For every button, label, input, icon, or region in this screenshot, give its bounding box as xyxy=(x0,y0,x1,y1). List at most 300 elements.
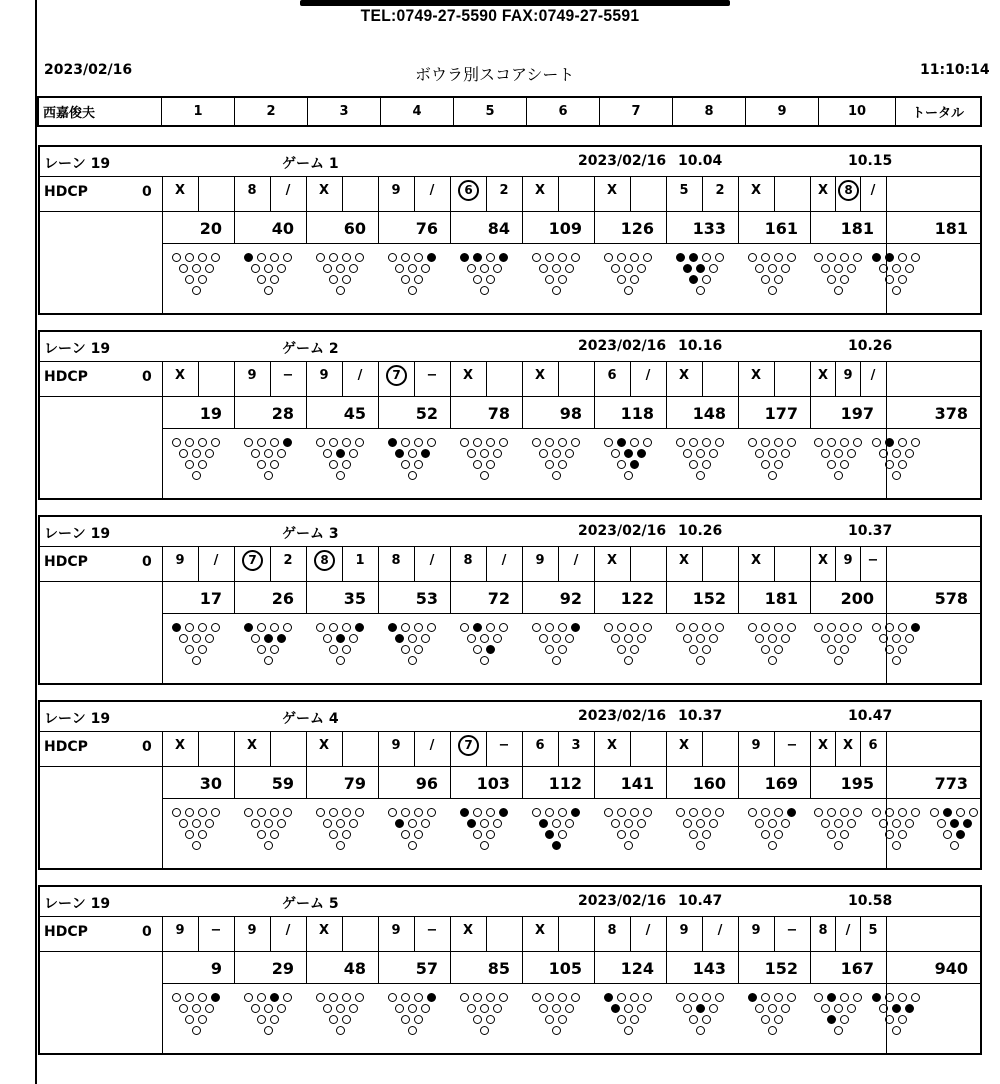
pin-9 xyxy=(558,438,567,447)
pin-1 xyxy=(696,841,705,850)
pin-6 xyxy=(847,634,856,643)
frame-header: 7 xyxy=(600,98,673,125)
pin-diagram xyxy=(172,438,224,494)
frame-header: 6 xyxy=(527,98,600,125)
frame-score: 26 xyxy=(271,589,294,608)
pin-1 xyxy=(696,1026,705,1035)
total-header: トータル xyxy=(911,106,964,121)
frame-score: 28 xyxy=(271,404,294,423)
pin-6 xyxy=(421,634,430,643)
pin-6 xyxy=(205,634,214,643)
roll-mark: 8 xyxy=(247,183,257,198)
pin-8 xyxy=(401,993,410,1002)
pin-5 xyxy=(192,449,201,458)
pin-7 xyxy=(814,253,823,262)
pin-8 xyxy=(617,253,626,262)
game-header xyxy=(40,702,980,732)
pin-diagram xyxy=(388,808,440,864)
roll-mark: 9 xyxy=(843,553,853,568)
pin-5 xyxy=(264,264,273,273)
pin-4 xyxy=(251,819,260,828)
pin-5 xyxy=(336,449,345,458)
game-block xyxy=(38,885,982,1055)
pin-4 xyxy=(467,264,476,273)
pin-3 xyxy=(270,1015,279,1024)
game-total: 181 xyxy=(934,219,968,238)
pin-10 xyxy=(911,438,920,447)
sheet-title: ボウラ別スコアシート xyxy=(415,65,575,84)
frame-score: 60 xyxy=(343,219,366,238)
pin-10 xyxy=(715,993,724,1002)
pin-10 xyxy=(499,993,508,1002)
pin-7 xyxy=(244,808,253,817)
pin-1 xyxy=(696,286,705,295)
pin-7 xyxy=(814,808,823,817)
roll-mark: 3 xyxy=(571,738,581,753)
pin-3 xyxy=(486,830,495,839)
roll-mark: − xyxy=(498,738,510,753)
pin-5 xyxy=(192,1004,201,1013)
pin-4 xyxy=(395,264,404,273)
pin-10 xyxy=(643,808,652,817)
pin-9 xyxy=(414,623,423,632)
pin-10 xyxy=(355,623,364,632)
roll-box-divider xyxy=(198,916,199,951)
pin-9 xyxy=(342,993,351,1002)
pin-diagram xyxy=(388,438,440,494)
roll-box-divider xyxy=(270,361,271,396)
pin-diagram xyxy=(460,438,512,494)
pin-3 xyxy=(486,275,495,284)
pin-1 xyxy=(768,841,777,850)
pin-7 xyxy=(172,438,181,447)
frame-header: 5 xyxy=(454,98,527,125)
game-number: ゲーム 1 xyxy=(282,156,339,172)
pin-diagram xyxy=(872,623,924,679)
frame-header: 3 xyxy=(308,98,381,125)
pin-3 xyxy=(840,645,849,654)
pin-diagram xyxy=(244,253,296,309)
pin-1 xyxy=(336,1026,345,1035)
pin-1 xyxy=(624,1026,633,1035)
roll-box-divider xyxy=(342,546,343,581)
pin-1 xyxy=(768,656,777,665)
pin-6 xyxy=(349,264,358,273)
pin-7 xyxy=(460,253,469,262)
frame-score: 20 xyxy=(199,219,222,238)
pin-10 xyxy=(283,438,292,447)
pin-10 xyxy=(499,808,508,817)
pin-4 xyxy=(821,264,830,273)
pin-5 xyxy=(892,449,901,458)
pin-4 xyxy=(467,634,476,643)
pin-9 xyxy=(702,993,711,1002)
pin-2 xyxy=(827,830,836,839)
pin-diagram xyxy=(388,993,440,1049)
pin-8 xyxy=(401,808,410,817)
roll-box-divider xyxy=(702,731,703,766)
roll-mark: 5 xyxy=(679,183,689,198)
roll-mark: X xyxy=(318,923,330,938)
pin-4 xyxy=(179,634,188,643)
game-header xyxy=(40,517,980,547)
pin-5 xyxy=(624,449,633,458)
pin-5 xyxy=(336,264,345,273)
lane-label: レーン 19 xyxy=(44,896,111,912)
pin-9 xyxy=(702,438,711,447)
pin-6 xyxy=(421,264,430,273)
pin-7 xyxy=(872,623,881,632)
roll-mark: X xyxy=(246,738,258,753)
frame-score: 78 xyxy=(487,404,510,423)
pin-5 xyxy=(768,264,777,273)
roll-mark: 9 xyxy=(175,553,185,568)
pin-diagram xyxy=(814,438,866,494)
roll-mark: / xyxy=(357,368,363,383)
pin-2 xyxy=(329,275,338,284)
pin-7 xyxy=(748,808,757,817)
roll-mark: 9 xyxy=(175,923,185,938)
pin-7 xyxy=(460,623,469,632)
pin-diagram xyxy=(388,253,440,309)
hdcp-value: 0 xyxy=(142,554,152,570)
frame-header: 9 xyxy=(746,98,819,125)
pin-7 xyxy=(244,993,253,1002)
pin-6 xyxy=(781,264,790,273)
pin-8 xyxy=(473,623,482,632)
pin-diagram xyxy=(316,993,368,1049)
pin-2 xyxy=(761,645,770,654)
lane-label: レーン 19 xyxy=(44,341,111,357)
pin-5 xyxy=(834,819,843,828)
pin-8 xyxy=(761,993,770,1002)
pin-9 xyxy=(414,438,423,447)
pin-3 xyxy=(774,460,783,469)
pin-5 xyxy=(768,634,777,643)
pin-diagram xyxy=(388,623,440,679)
roll-box-divider xyxy=(342,916,343,951)
pin-10 xyxy=(355,253,364,262)
pin-2 xyxy=(689,460,698,469)
pin-diagram xyxy=(244,808,296,864)
pin-3 xyxy=(414,1015,423,1024)
pin-5 xyxy=(892,264,901,273)
pin-6 xyxy=(637,449,646,458)
pin-9 xyxy=(898,993,907,1002)
game-date: 2023/02/16 xyxy=(578,338,667,354)
frame-score: 48 xyxy=(343,959,366,978)
pin-5 xyxy=(552,819,561,828)
pin-5 xyxy=(834,449,843,458)
frame-score: 17 xyxy=(199,589,222,608)
pin-10 xyxy=(211,623,220,632)
pin-3 xyxy=(414,645,423,654)
pin-8 xyxy=(401,438,410,447)
column-line xyxy=(162,546,163,683)
frame-score: 9 xyxy=(210,959,222,978)
frame-score: 103 xyxy=(476,774,510,793)
pin-10 xyxy=(571,993,580,1002)
pin-6 xyxy=(421,449,430,458)
pin-10 xyxy=(643,993,652,1002)
pin-3 xyxy=(956,830,965,839)
pin-5 xyxy=(768,1004,777,1013)
pin-4 xyxy=(937,819,946,828)
pin-5 xyxy=(480,449,489,458)
pin-8 xyxy=(761,808,770,817)
pin-8 xyxy=(617,808,626,817)
pin-6 xyxy=(493,1004,502,1013)
frame-score: 29 xyxy=(271,959,294,978)
pin-diagram xyxy=(872,253,924,309)
game-header xyxy=(40,332,980,362)
frame-divider xyxy=(886,916,887,1053)
pin-10 xyxy=(911,623,920,632)
pin-diagram xyxy=(316,253,368,309)
roll-mark: 6 xyxy=(868,738,878,753)
hdcp-label: HDCP xyxy=(44,184,88,200)
pin-4 xyxy=(467,1004,476,1013)
pin-2 xyxy=(545,460,554,469)
column-line xyxy=(162,731,163,868)
pin-diagram xyxy=(748,253,800,309)
pin-5 xyxy=(480,264,489,273)
roll-mark: / xyxy=(429,553,435,568)
roll-box-divider xyxy=(342,176,343,211)
pin-6 xyxy=(847,264,856,273)
pin-2 xyxy=(185,1015,194,1024)
pin-1 xyxy=(768,1026,777,1035)
pin-1 xyxy=(480,656,489,665)
pin-3 xyxy=(840,830,849,839)
pin-5 xyxy=(834,1004,843,1013)
pin-3 xyxy=(198,645,207,654)
roll-mark: X xyxy=(678,553,690,568)
pin-5 xyxy=(480,819,489,828)
pin-9 xyxy=(956,808,965,817)
pin-4 xyxy=(323,1004,332,1013)
roll-mark: X xyxy=(318,183,330,198)
column-line xyxy=(162,916,163,1053)
pin-9 xyxy=(270,993,279,1002)
pin-10 xyxy=(715,438,724,447)
roll-mark: X xyxy=(462,923,474,938)
pin-1 xyxy=(408,656,417,665)
pin-5 xyxy=(892,634,901,643)
pin-6 xyxy=(205,264,214,273)
roll-box-divider xyxy=(198,546,199,581)
pin-10 xyxy=(715,808,724,817)
pin-1 xyxy=(264,1026,273,1035)
pin-9 xyxy=(558,808,567,817)
roll-mark: − xyxy=(426,923,438,938)
roll-mark: 9 xyxy=(679,923,689,938)
roll-mark: X xyxy=(842,738,854,753)
pin-diagram xyxy=(172,253,224,309)
pin-6 xyxy=(205,1004,214,1013)
pin-diagram xyxy=(532,993,584,1049)
pin-8 xyxy=(473,438,482,447)
roll-box-divider xyxy=(558,176,559,211)
pin-10 xyxy=(853,253,862,262)
pin-10 xyxy=(427,993,436,1002)
roll-mark: / xyxy=(870,183,876,198)
pin-5 xyxy=(696,449,705,458)
pin-1 xyxy=(480,1026,489,1035)
pin-10 xyxy=(355,808,364,817)
pin-5 xyxy=(480,634,489,643)
pin-6 xyxy=(709,1004,718,1013)
pin-1 xyxy=(892,471,901,480)
pin-3 xyxy=(270,275,279,284)
pin-7 xyxy=(676,253,685,262)
pin-7 xyxy=(316,623,325,632)
pin-diagram xyxy=(316,808,368,864)
pin-4 xyxy=(323,634,332,643)
pin-8 xyxy=(473,993,482,1002)
pin-1 xyxy=(264,286,273,295)
pin-1 xyxy=(624,841,633,850)
roll-mark: 9 xyxy=(535,553,545,568)
pin-5 xyxy=(624,819,633,828)
pin-9 xyxy=(486,253,495,262)
print-date: 2023/02/16 xyxy=(44,62,133,78)
pin-8 xyxy=(761,438,770,447)
pin-3 xyxy=(702,830,711,839)
pin-2 xyxy=(257,460,266,469)
roll-box-divider xyxy=(270,731,271,766)
hdcp-value: 0 xyxy=(142,184,152,200)
pin-9 xyxy=(198,623,207,632)
game-block xyxy=(38,145,982,315)
pin-7 xyxy=(172,808,181,817)
roll-box-divider xyxy=(270,546,271,581)
pin-9 xyxy=(630,253,639,262)
pin-9 xyxy=(486,993,495,1002)
frame-score: 169 xyxy=(764,774,798,793)
pin-1 xyxy=(552,656,561,665)
pin-4 xyxy=(539,264,548,273)
pin-9 xyxy=(342,438,351,447)
pin-3 xyxy=(702,645,711,654)
pin-2 xyxy=(401,1015,410,1024)
frame-score: 160 xyxy=(692,774,726,793)
frame-score: 19 xyxy=(199,404,222,423)
pin-5 xyxy=(624,1004,633,1013)
pin-diagram xyxy=(532,623,584,679)
roll-mark: X xyxy=(534,923,546,938)
pin-2 xyxy=(401,645,410,654)
roll-box-divider xyxy=(702,546,703,581)
pin-2 xyxy=(827,275,836,284)
pin-diagram xyxy=(316,438,368,494)
pin-4 xyxy=(821,449,830,458)
pin-9 xyxy=(486,808,495,817)
roll-box-divider xyxy=(630,916,631,951)
pin-1 xyxy=(408,471,417,480)
pin-9 xyxy=(840,623,849,632)
roll-mark: 9 xyxy=(247,923,257,938)
roll-mark: 2 xyxy=(283,553,293,568)
pin-2 xyxy=(617,460,626,469)
pin-1 xyxy=(336,656,345,665)
pin-2 xyxy=(617,1015,626,1024)
pin-1 xyxy=(192,656,201,665)
pin-10 xyxy=(211,993,220,1002)
pin-7 xyxy=(872,253,881,262)
pin-diagram xyxy=(814,253,866,309)
roll-box-divider xyxy=(198,176,199,211)
roll-mark: X xyxy=(678,368,690,383)
pin-diagram xyxy=(748,623,800,679)
pin-5 xyxy=(192,819,201,828)
game-total: 378 xyxy=(934,404,968,423)
pin-10 xyxy=(427,253,436,262)
pin-5 xyxy=(834,264,843,273)
pin-6 xyxy=(709,264,718,273)
pin-diagram xyxy=(748,808,800,864)
pin-6 xyxy=(709,449,718,458)
roll-mark: X xyxy=(462,368,474,383)
pin-6 xyxy=(349,1004,358,1013)
pin-7 xyxy=(532,993,541,1002)
pin-5 xyxy=(552,449,561,458)
pin-1 xyxy=(768,471,777,480)
roll-box-divider xyxy=(702,916,703,951)
pin-5 xyxy=(408,1004,417,1013)
pin-2 xyxy=(401,460,410,469)
roll-mark: − xyxy=(282,368,294,383)
pin-9 xyxy=(840,253,849,262)
column-line xyxy=(162,361,163,498)
pin-7 xyxy=(930,808,939,817)
game-date: 2023/02/16 xyxy=(578,893,667,909)
pin-diagram xyxy=(604,253,656,309)
pin-1 xyxy=(192,1026,201,1035)
pin-1 xyxy=(624,656,633,665)
pin-diagram xyxy=(172,808,224,864)
pin-6 xyxy=(349,634,358,643)
pin-9 xyxy=(898,623,907,632)
pin-7 xyxy=(388,993,397,1002)
frame-score: 59 xyxy=(271,774,294,793)
roll-mark: / xyxy=(429,738,435,753)
roll-box-divider xyxy=(774,546,775,581)
game-total: 940 xyxy=(934,959,968,978)
roll-box-divider xyxy=(558,361,559,396)
pin-4 xyxy=(611,819,620,828)
game-start-time: 10.04 xyxy=(678,153,723,169)
pin-7 xyxy=(316,253,325,262)
pin-3 xyxy=(486,460,495,469)
pin-1 xyxy=(336,841,345,850)
pin-8 xyxy=(257,808,266,817)
pin-7 xyxy=(604,623,613,632)
pin-3 xyxy=(198,460,207,469)
pin-diagram xyxy=(604,438,656,494)
pin-2 xyxy=(329,1015,338,1024)
roll-box-divider xyxy=(558,731,559,766)
pin-4 xyxy=(539,634,548,643)
pin-3 xyxy=(342,830,351,839)
pin-5 xyxy=(408,264,417,273)
game-start-time: 10.47 xyxy=(678,893,723,909)
pin-8 xyxy=(545,253,554,262)
roll-box-divider xyxy=(342,361,343,396)
pin-2 xyxy=(545,275,554,284)
pin-5 xyxy=(408,449,417,458)
roll-box-divider xyxy=(835,176,836,211)
